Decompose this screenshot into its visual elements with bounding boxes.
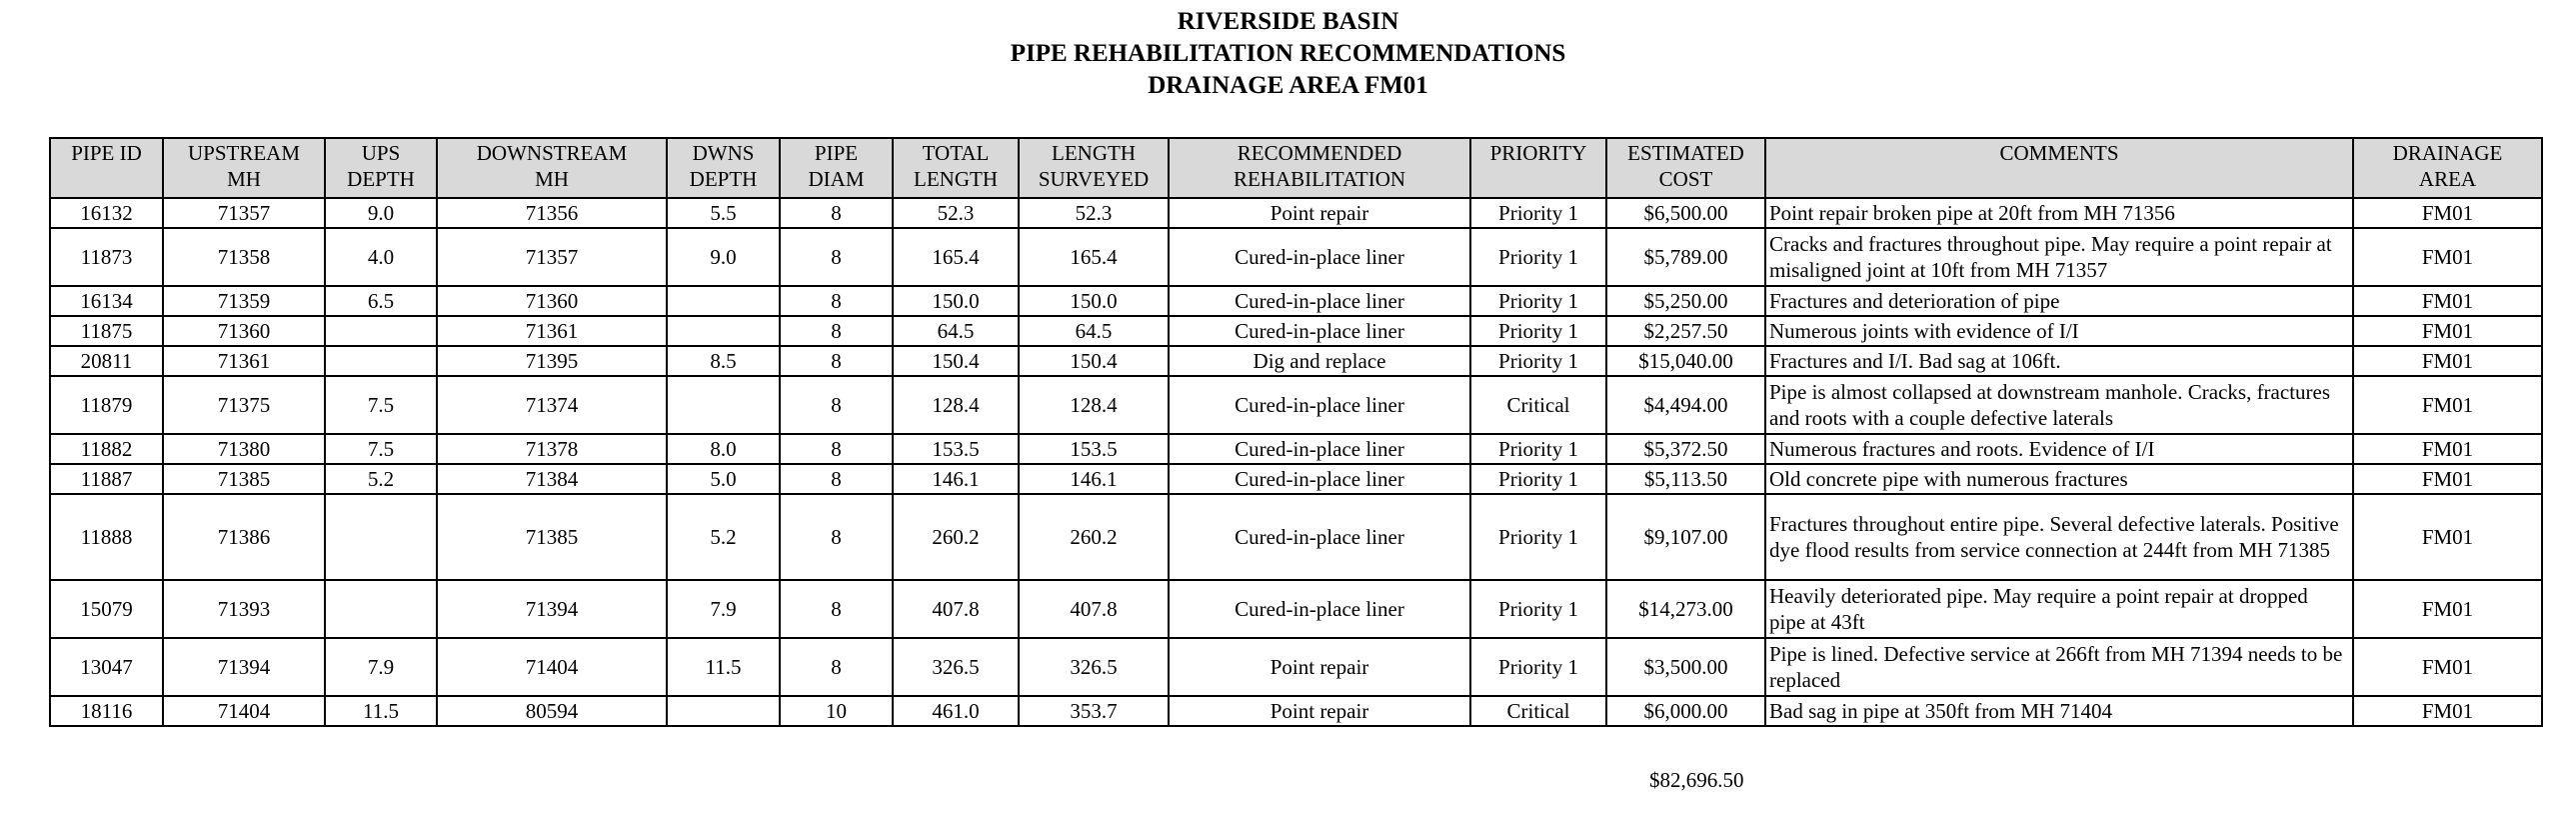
comments-cell: Fractures and I/I. Bad sag at 106ft. xyxy=(1765,346,2353,376)
total-estimated-cost: $82,696.50 xyxy=(1649,768,1744,792)
priority-cell: Priority 1 xyxy=(1470,286,1606,316)
estimated-cost-cell: $5,372.50 xyxy=(1606,434,1765,464)
column-header-line: DOWNSTREAM xyxy=(476,141,628,165)
priority-cell: Priority 1 xyxy=(1470,198,1606,228)
column-header xyxy=(2353,138,2542,198)
priority-cell: Critical xyxy=(1470,696,1606,726)
length-surveyed-cell: 165.4 xyxy=(1019,228,1169,286)
estimated-cost-cell: $2,257.50 xyxy=(1606,316,1765,346)
priority-cell: Priority 1 xyxy=(1470,464,1606,494)
upstream-mh-cell: 71404 xyxy=(163,696,325,726)
estimated-cost-cell: $5,113.50 xyxy=(1606,464,1765,494)
drainage-area-cell: FM01 xyxy=(2353,228,2542,286)
rehabilitation-cell: Point repair xyxy=(1169,696,1470,726)
estimated-cost-cell: $14,273.00 xyxy=(1606,580,1765,638)
pipe-diam-cell: 10 xyxy=(780,696,893,726)
drainage-area-cell: FM01 xyxy=(2353,464,2542,494)
rehabilitation-cell: Cured-in-place liner xyxy=(1169,464,1470,494)
drainage-area-cell: FM01 xyxy=(2353,580,2542,638)
priority-cell: Priority 1 xyxy=(1470,228,1606,286)
column-header-line: PRIORITY xyxy=(1489,141,1587,165)
downstream-mh-cell: 71356 xyxy=(437,198,667,228)
rehabilitation-cell: Cured-in-place liner xyxy=(1169,376,1470,434)
upstream-mh-cell: 71375 xyxy=(163,376,325,434)
downstream-mh-cell: 71395 xyxy=(437,346,667,376)
length-surveyed-cell: 150.0 xyxy=(1019,286,1169,316)
comments-cell: Bad sag in pipe at 350ft from MH 71404 xyxy=(1765,696,2353,726)
length-surveyed-cell: 128.4 xyxy=(1019,376,1169,434)
column-header-line: UPS xyxy=(361,141,401,165)
ups-depth-cell: 9.0 xyxy=(325,198,437,228)
drainage-area-cell: FM01 xyxy=(2353,198,2542,228)
column-header-line: RECOMMENDED xyxy=(1237,141,1402,165)
pipe-diam-cell: 8 xyxy=(780,286,893,316)
length-surveyed-cell: 407.8 xyxy=(1019,580,1169,638)
comments-cell: Numerous fractures and roots. Evidence of I/I xyxy=(1765,434,2353,464)
column-header xyxy=(1470,138,1606,198)
column-header-line: DRAINAGE xyxy=(2392,141,2503,165)
pipe-diam-cell: 8 xyxy=(780,434,893,464)
total-length-cell: 150.4 xyxy=(893,346,1019,376)
table-row xyxy=(50,346,2542,376)
total-length-cell: 153.5 xyxy=(893,434,1019,464)
upstream-mh-cell: 71394 xyxy=(163,638,325,696)
table-header-row xyxy=(50,138,2542,198)
priority-cell: Priority 1 xyxy=(1470,638,1606,696)
downstream-mh-cell: 71394 xyxy=(437,580,667,638)
dwns-depth-cell: 9.0 xyxy=(667,228,780,286)
priority-cell: Priority 1 xyxy=(1470,434,1606,464)
dwns-depth-cell xyxy=(667,286,780,316)
column-header xyxy=(1606,138,1765,198)
pipe-diam-cell: 8 xyxy=(780,580,893,638)
pipe-diam-cell: 8 xyxy=(780,638,893,696)
pipe-diam-cell: 8 xyxy=(780,228,893,286)
comments-cell: Fractures and deterioration of pipe xyxy=(1765,286,2353,316)
pipe-id-cell: 13047 xyxy=(50,638,163,696)
pipe-id-cell: 16132 xyxy=(50,198,163,228)
downstream-mh-cell: 71374 xyxy=(437,376,667,434)
estimated-cost-cell: $5,789.00 xyxy=(1606,228,1765,286)
upstream-mh-cell: 71361 xyxy=(163,346,325,376)
estimated-cost-cell: $6,000.00 xyxy=(1606,696,1765,726)
drainage-area-cell: FM01 xyxy=(2353,696,2542,726)
column-header xyxy=(325,138,437,198)
column-header-line: AREA xyxy=(2418,167,2477,191)
length-surveyed-cell: 52.3 xyxy=(1019,198,1169,228)
estimated-cost-cell: $6,500.00 xyxy=(1606,198,1765,228)
priority-cell: Critical xyxy=(1470,376,1606,434)
column-header-line: DIAM xyxy=(808,167,865,191)
length-surveyed-cell: 326.5 xyxy=(1019,638,1169,696)
downstream-mh-cell: 71378 xyxy=(437,434,667,464)
column-header-line: COST xyxy=(1658,167,1713,191)
column-header-line: DWNS xyxy=(692,141,755,165)
ups-depth-cell xyxy=(325,580,437,638)
drainage-area-cell: FM01 xyxy=(2353,376,2542,434)
rehabilitation-cell: Cured-in-place liner xyxy=(1169,228,1470,286)
ups-depth-cell: 7.9 xyxy=(325,638,437,696)
pipe-id-cell: 11882 xyxy=(50,434,163,464)
total-length-cell: 165.4 xyxy=(893,228,1019,286)
table-row xyxy=(50,434,2542,464)
dwns-depth-cell: 5.5 xyxy=(667,198,780,228)
estimated-cost-cell: $9,107.00 xyxy=(1606,494,1765,580)
upstream-mh-cell: 71386 xyxy=(163,494,325,580)
drainage-area-cell: FM01 xyxy=(2353,494,2542,580)
pipe-id-cell: 18116 xyxy=(50,696,163,726)
column-header xyxy=(1765,138,2353,198)
total-length-cell: 150.0 xyxy=(893,286,1019,316)
estimated-cost-cell: $5,250.00 xyxy=(1606,286,1765,316)
rehabilitation-cell: Cured-in-place liner xyxy=(1169,286,1470,316)
total-length-cell: 260.2 xyxy=(893,494,1019,580)
table-row xyxy=(50,494,2542,580)
priority-cell: Priority 1 xyxy=(1470,494,1606,580)
rehabilitation-table xyxy=(49,137,2543,727)
column-header xyxy=(1019,138,1169,198)
column-header-line: LENGTH xyxy=(1052,141,1136,165)
pipe-diam-cell: 8 xyxy=(780,198,893,228)
estimated-cost-cell: $3,500.00 xyxy=(1606,638,1765,696)
upstream-mh-cell: 71358 xyxy=(163,228,325,286)
report-title-main: PIPE REHABILITATION RECOMMENDATIONS xyxy=(1010,40,1566,67)
total-length-cell: 461.0 xyxy=(893,696,1019,726)
column-header xyxy=(780,138,893,198)
upstream-mh-cell: 71360 xyxy=(163,316,325,346)
rehabilitation-cell: Point repair xyxy=(1169,198,1470,228)
pipe-id-cell: 15079 xyxy=(50,580,163,638)
table-row xyxy=(50,638,2542,696)
downstream-mh-cell: 71384 xyxy=(437,464,667,494)
length-surveyed-cell: 150.4 xyxy=(1019,346,1169,376)
column-header-line: DEPTH xyxy=(689,167,758,191)
total-length-cell: 64.5 xyxy=(893,316,1019,346)
column-header-line: TOTAL xyxy=(922,141,990,165)
total-length-cell: 146.1 xyxy=(893,464,1019,494)
upstream-mh-cell: 71385 xyxy=(163,464,325,494)
dwns-depth-cell xyxy=(667,316,780,346)
column-header-line: MH xyxy=(535,167,569,191)
total-length-cell: 128.4 xyxy=(893,376,1019,434)
comments-cell: Cracks and fractures throughout pipe. May require a point repair at misaligned joint at 10ft from MH 71357 xyxy=(1765,228,2353,286)
ups-depth-cell: 5.2 xyxy=(325,464,437,494)
rehabilitation-cell: Cured-in-place liner xyxy=(1169,580,1470,638)
priority-cell: Priority 1 xyxy=(1470,346,1606,376)
pipe-diam-cell: 8 xyxy=(780,494,893,580)
column-header-line: COMMENTS xyxy=(1999,141,2119,165)
rehabilitation-cell: Cured-in-place liner xyxy=(1169,316,1470,346)
column-header-line: REHABILITATION xyxy=(1233,167,1406,191)
ups-depth-cell: 11.5 xyxy=(325,696,437,726)
table-row xyxy=(50,198,2542,228)
length-surveyed-cell: 146.1 xyxy=(1019,464,1169,494)
upstream-mh-cell: 71393 xyxy=(163,580,325,638)
length-surveyed-cell: 353.7 xyxy=(1019,696,1169,726)
ups-depth-cell: 7.5 xyxy=(325,434,437,464)
total-length-cell: 407.8 xyxy=(893,580,1019,638)
comments-cell: Point repair broken pipe at 20ft from MH 71356 xyxy=(1765,198,2353,228)
ups-depth-cell: 6.5 xyxy=(325,286,437,316)
ups-depth-cell xyxy=(325,346,437,376)
length-surveyed-cell: 153.5 xyxy=(1019,434,1169,464)
comments-cell: Fractures throughout entire pipe. Several defective laterals. Positive dye flood results from service connection at 244ft from MH 71385 xyxy=(1765,494,2353,580)
drainage-area-cell: FM01 xyxy=(2353,286,2542,316)
column-header xyxy=(163,138,325,198)
upstream-mh-cell: 71380 xyxy=(163,434,325,464)
pipe-id-cell: 11887 xyxy=(50,464,163,494)
pipe-id-cell: 11875 xyxy=(50,316,163,346)
pipe-diam-cell: 8 xyxy=(780,316,893,346)
comments-cell: Pipe is almost collapsed at downstream manhole. Cracks, fractures and roots with a couple defective laterals xyxy=(1765,376,2353,434)
column-header xyxy=(1169,138,1470,198)
table-row xyxy=(50,228,2542,286)
column-header xyxy=(437,138,667,198)
report-title-area: DRAINAGE AREA FM01 xyxy=(1148,72,1428,99)
dwns-depth-cell: 5.0 xyxy=(667,464,780,494)
ups-depth-cell: 7.5 xyxy=(325,376,437,434)
downstream-mh-cell: 71385 xyxy=(437,494,667,580)
dwns-depth-cell: 8.5 xyxy=(667,346,780,376)
drainage-area-cell: FM01 xyxy=(2353,346,2542,376)
downstream-mh-cell: 71357 xyxy=(437,228,667,286)
pipe-diam-cell: 8 xyxy=(780,376,893,434)
comments-cell: Numerous joints with evidence of I/I xyxy=(1765,316,2353,346)
column-header-line: MH xyxy=(227,167,261,191)
pipe-id-cell: 11873 xyxy=(50,228,163,286)
comments-cell: Old concrete pipe with numerous fractures xyxy=(1765,464,2353,494)
table-row xyxy=(50,286,2542,316)
drainage-area-cell: FM01 xyxy=(2353,434,2542,464)
ups-depth-cell xyxy=(325,494,437,580)
table-row xyxy=(50,580,2542,638)
total-length-cell: 326.5 xyxy=(893,638,1019,696)
dwns-depth-cell: 7.9 xyxy=(667,580,780,638)
downstream-mh-cell: 71360 xyxy=(437,286,667,316)
comments-cell: Pipe is lined. Defective service at 266ft from MH 71394 needs to be replaced xyxy=(1765,638,2353,696)
dwns-depth-cell xyxy=(667,376,780,434)
estimated-cost-cell: $4,494.00 xyxy=(1606,376,1765,434)
dwns-depth-cell: 8.0 xyxy=(667,434,780,464)
drainage-area-cell: FM01 xyxy=(2353,316,2542,346)
total-length-cell: 52.3 xyxy=(893,198,1019,228)
column-header-line: SURVEYED xyxy=(1038,167,1150,191)
length-surveyed-cell: 260.2 xyxy=(1019,494,1169,580)
upstream-mh-cell: 71359 xyxy=(163,286,325,316)
upstream-mh-cell: 71357 xyxy=(163,198,325,228)
table-row xyxy=(50,696,2542,726)
dwns-depth-cell: 11.5 xyxy=(667,638,780,696)
dwns-depth-cell xyxy=(667,696,780,726)
pipe-diam-cell: 8 xyxy=(780,346,893,376)
rehabilitation-cell: Cured-in-place liner xyxy=(1169,494,1470,580)
rehabilitation-cell: Dig and replace xyxy=(1169,346,1470,376)
dwns-depth-cell: 5.2 xyxy=(667,494,780,580)
rehabilitation-cell: Cured-in-place liner xyxy=(1169,434,1470,464)
estimated-cost-cell: $15,040.00 xyxy=(1606,346,1765,376)
priority-cell: Priority 1 xyxy=(1470,580,1606,638)
column-header xyxy=(667,138,780,198)
comments-cell: Heavily deteriorated pipe. May require a point repair at dropped pipe at 43ft xyxy=(1765,580,2353,638)
pipe-diam-cell: 8 xyxy=(780,464,893,494)
pipe-id-cell: 11879 xyxy=(50,376,163,434)
column-header-line: UPSTREAM xyxy=(187,141,301,165)
ups-depth-cell xyxy=(325,316,437,346)
column-header-line: LENGTH xyxy=(914,167,998,191)
table-body xyxy=(50,198,2542,726)
downstream-mh-cell: 71361 xyxy=(437,316,667,346)
column-header-line: PIPE ID xyxy=(71,141,142,165)
drainage-area-cell: FM01 xyxy=(2353,638,2542,696)
table-row xyxy=(50,464,2542,494)
report-title-basin: RIVERSIDE BASIN xyxy=(1177,8,1399,35)
column-header-line: DEPTH xyxy=(347,167,415,191)
column-header xyxy=(893,138,1019,198)
downstream-mh-cell: 71404 xyxy=(437,638,667,696)
column-header xyxy=(50,138,163,198)
report-title-block xyxy=(0,6,2576,102)
rehabilitation-cell: Point repair xyxy=(1169,638,1470,696)
table-row xyxy=(50,316,2542,346)
table-row xyxy=(50,376,2542,434)
pipe-id-cell: 20811 xyxy=(50,346,163,376)
downstream-mh-cell: 80594 xyxy=(437,696,667,726)
column-header-line: ESTIMATED xyxy=(1627,141,1744,165)
column-header-line: PIPE xyxy=(814,141,859,165)
priority-cell: Priority 1 xyxy=(1470,316,1606,346)
pipe-id-cell: 16134 xyxy=(50,286,163,316)
ups-depth-cell: 4.0 xyxy=(325,228,437,286)
pipe-id-cell: 11888 xyxy=(50,494,163,580)
length-surveyed-cell: 64.5 xyxy=(1019,316,1169,346)
